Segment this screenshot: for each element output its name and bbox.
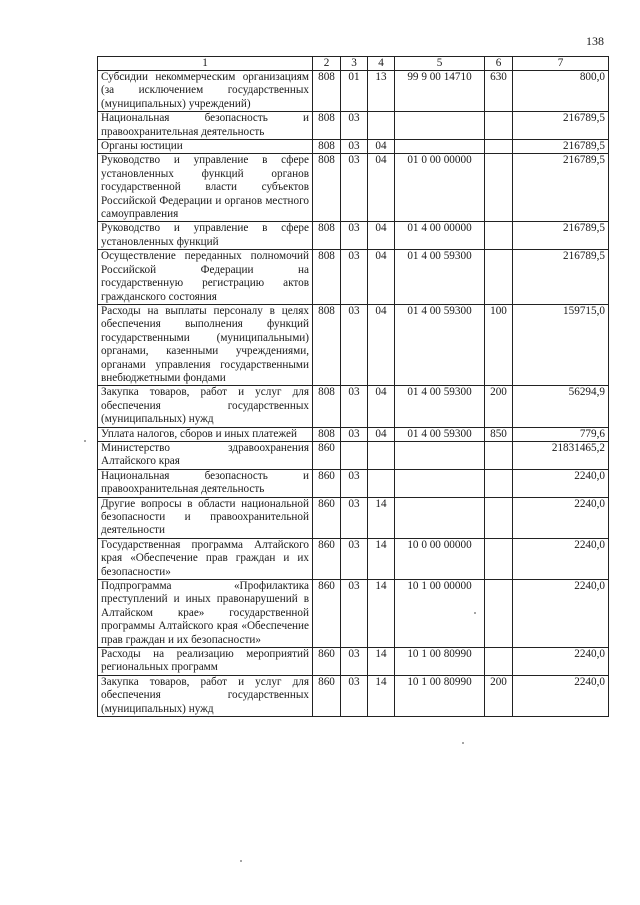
ministry-code-cell: 860 <box>313 441 341 469</box>
amount-cell: 216789,5 <box>513 154 609 222</box>
ministry-code-cell: 860 <box>313 497 341 538</box>
row-name-cell: Руководство и управление в сфере установленных функций <box>98 222 313 250</box>
expense-type-cell <box>485 580 513 648</box>
amount-cell: 2240,0 <box>513 497 609 538</box>
row-name-cell: Подпрограмма «Профилактика преступлений и иных правонарушений в Алтайском крае» государственной программы Алтайского края «Обеспечение прав граждан и их безопасности» <box>98 580 313 648</box>
table-row <box>98 538 609 579</box>
expense-type-cell: 200 <box>485 386 513 427</box>
section-code-cell: 03 <box>341 469 368 497</box>
ministry-code-cell: 808 <box>313 304 341 385</box>
expense-type-cell: 100 <box>485 304 513 385</box>
section-code-cell: 03 <box>341 222 368 250</box>
ministry-code-cell: 860 <box>313 469 341 497</box>
target-article-cell <box>395 140 485 154</box>
ministry-code-cell: 808 <box>313 386 341 427</box>
section-code-cell: 03 <box>341 538 368 579</box>
row-name-cell: Субсидии некоммерческим организациям (за исключением государственных (муниципальных) учреждений) <box>98 71 313 112</box>
page-number: 138 <box>586 34 604 48</box>
section-code-cell: 03 <box>341 580 368 648</box>
table-row <box>98 441 609 469</box>
target-article-cell: 10 1 00 80990 <box>395 648 485 676</box>
section-code-cell: 01 <box>341 71 368 112</box>
subsection-code-cell: 04 <box>368 222 395 250</box>
subsection-code-cell: 04 <box>368 140 395 154</box>
subsection-code-cell: 04 <box>368 386 395 427</box>
header-cell: 2 <box>313 57 341 71</box>
target-article-cell: 10 1 00 00000 <box>395 580 485 648</box>
subsection-code-cell: 04 <box>368 304 395 385</box>
scan-speck <box>240 860 242 862</box>
subsection-code-cell <box>368 441 395 469</box>
table-row <box>98 222 609 250</box>
header-cell: 7 <box>513 57 609 71</box>
table-row <box>98 580 609 648</box>
expense-type-cell <box>485 112 513 140</box>
amount-cell: 216789,5 <box>513 250 609 305</box>
expense-type-cell: 850 <box>485 427 513 441</box>
target-article-cell: 01 4 00 59300 <box>395 304 485 385</box>
scan-speck <box>84 440 86 442</box>
table-row <box>98 675 609 716</box>
budget-table <box>97 56 609 717</box>
subsection-code-cell: 04 <box>368 427 395 441</box>
subsection-code-cell: 14 <box>368 580 395 648</box>
subsection-code-cell: 14 <box>368 648 395 676</box>
table-row <box>98 469 609 497</box>
amount-cell: 2240,0 <box>513 675 609 716</box>
header-cell: 6 <box>485 57 513 71</box>
section-code-cell: 03 <box>341 386 368 427</box>
ministry-code-cell: 860 <box>313 580 341 648</box>
amount-cell: 21831465,2 <box>513 441 609 469</box>
amount-cell: 216789,5 <box>513 140 609 154</box>
scan-speck <box>462 742 464 744</box>
amount-cell: 216789,5 <box>513 222 609 250</box>
table-row <box>98 304 609 385</box>
row-name-cell: Министерство здравоохранения Алтайского края <box>98 441 313 469</box>
target-article-cell: 01 4 00 59300 <box>395 250 485 305</box>
target-article-cell: 01 4 00 59300 <box>395 386 485 427</box>
section-code-cell: 03 <box>341 112 368 140</box>
target-article-cell <box>395 112 485 140</box>
subsection-code-cell <box>368 112 395 140</box>
section-code-cell: 03 <box>341 497 368 538</box>
subsection-code-cell <box>368 469 395 497</box>
amount-cell: 779,6 <box>513 427 609 441</box>
amount-cell: 800,0 <box>513 71 609 112</box>
ministry-code-cell: 808 <box>313 154 341 222</box>
row-name-cell: Закупка товаров, работ и услуг для обеспечения государственных (муниципальных) нужд <box>98 386 313 427</box>
ministry-code-cell: 860 <box>313 675 341 716</box>
subsection-code-cell: 14 <box>368 675 395 716</box>
row-name-cell: Руководство и управление в сфере установленных функций органов государственной власти субъектов Российской Федерации и органов местного самоуправления <box>98 154 313 222</box>
target-article-cell: 01 4 00 59300 <box>395 427 485 441</box>
row-name-cell: Государственная программа Алтайского края «Обеспечение прав граждан и их безопасности» <box>98 538 313 579</box>
ministry-code-cell: 860 <box>313 648 341 676</box>
expense-type-cell <box>485 140 513 154</box>
table-row <box>98 140 609 154</box>
amount-cell: 56294,9 <box>513 386 609 427</box>
amount-cell: 216789,5 <box>513 112 609 140</box>
amount-cell: 2240,0 <box>513 648 609 676</box>
subsection-code-cell: 04 <box>368 154 395 222</box>
expense-type-cell <box>485 648 513 676</box>
row-name-cell: Расходы на выплаты персоналу в целях обеспечения выполнения функций государственными (муниципальными) органами, казенными учреждениями, органами управления государственными внебюджетными фондами <box>98 304 313 385</box>
target-article-cell: 01 0 00 00000 <box>395 154 485 222</box>
section-code-cell: 03 <box>341 427 368 441</box>
table-row <box>98 250 609 305</box>
ministry-code-cell: 808 <box>313 112 341 140</box>
ministry-code-cell: 808 <box>313 250 341 305</box>
subsection-code-cell: 04 <box>368 250 395 305</box>
ministry-code-cell: 808 <box>313 140 341 154</box>
subsection-code-cell: 13 <box>368 71 395 112</box>
expense-type-cell <box>485 154 513 222</box>
target-article-cell <box>395 469 485 497</box>
expense-type-cell: 200 <box>485 675 513 716</box>
table-row <box>98 154 609 222</box>
expense-type-cell <box>485 497 513 538</box>
row-name-cell: Национальная безопасность и правоохранительная деятельность <box>98 469 313 497</box>
target-article-cell: 01 4 00 00000 <box>395 222 485 250</box>
expense-type-cell <box>485 469 513 497</box>
row-name-cell: Осуществление переданных полномочий Российской Федерации на государственную регистрацию актов гражданского состояния <box>98 250 313 305</box>
header-cell: 3 <box>341 57 368 71</box>
table-row <box>98 71 609 112</box>
row-name-cell: Национальная безопасность и правоохранительная деятельность <box>98 112 313 140</box>
expense-type-cell <box>485 538 513 579</box>
expense-type-cell: 630 <box>485 71 513 112</box>
table-row <box>98 112 609 140</box>
section-code-cell <box>341 441 368 469</box>
expense-type-cell <box>485 222 513 250</box>
ministry-code-cell: 860 <box>313 538 341 579</box>
table-row <box>98 427 609 441</box>
section-code-cell: 03 <box>341 648 368 676</box>
expense-type-cell <box>485 441 513 469</box>
section-code-cell: 03 <box>341 140 368 154</box>
target-article-cell <box>395 497 485 538</box>
amount-cell: 2240,0 <box>513 580 609 648</box>
scan-speck <box>474 612 476 614</box>
subsection-code-cell: 14 <box>368 497 395 538</box>
table-row <box>98 386 609 427</box>
ministry-code-cell: 808 <box>313 222 341 250</box>
header-cell: 1 <box>98 57 313 71</box>
section-code-cell: 03 <box>341 675 368 716</box>
row-name-cell: Уплата налогов, сборов и иных платежей <box>98 427 313 441</box>
header-cell: 4 <box>368 57 395 71</box>
table-row <box>98 648 609 676</box>
ministry-code-cell: 808 <box>313 427 341 441</box>
table-row <box>98 497 609 538</box>
section-code-cell: 03 <box>341 154 368 222</box>
header-row <box>98 57 609 71</box>
amount-cell: 2240,0 <box>513 469 609 497</box>
expense-type-cell <box>485 250 513 305</box>
row-name-cell: Другие вопросы в области национальной безопасности и правоохранительной деятельности <box>98 497 313 538</box>
amount-cell: 159715,0 <box>513 304 609 385</box>
subsection-code-cell: 14 <box>368 538 395 579</box>
header-cell: 5 <box>395 57 485 71</box>
target-article-cell: 10 0 00 00000 <box>395 538 485 579</box>
row-name-cell: Расходы на реализацию мероприятий региональных программ <box>98 648 313 676</box>
target-article-cell: 99 9 00 14710 <box>395 71 485 112</box>
section-code-cell: 03 <box>341 304 368 385</box>
ministry-code-cell: 808 <box>313 71 341 112</box>
target-article-cell: 10 1 00 80990 <box>395 675 485 716</box>
row-name-cell: Органы юстиции <box>98 140 313 154</box>
row-name-cell: Закупка товаров, работ и услуг для обеспечения государственных (муниципальных) нужд <box>98 675 313 716</box>
target-article-cell <box>395 441 485 469</box>
amount-cell: 2240,0 <box>513 538 609 579</box>
section-code-cell: 03 <box>341 250 368 305</box>
